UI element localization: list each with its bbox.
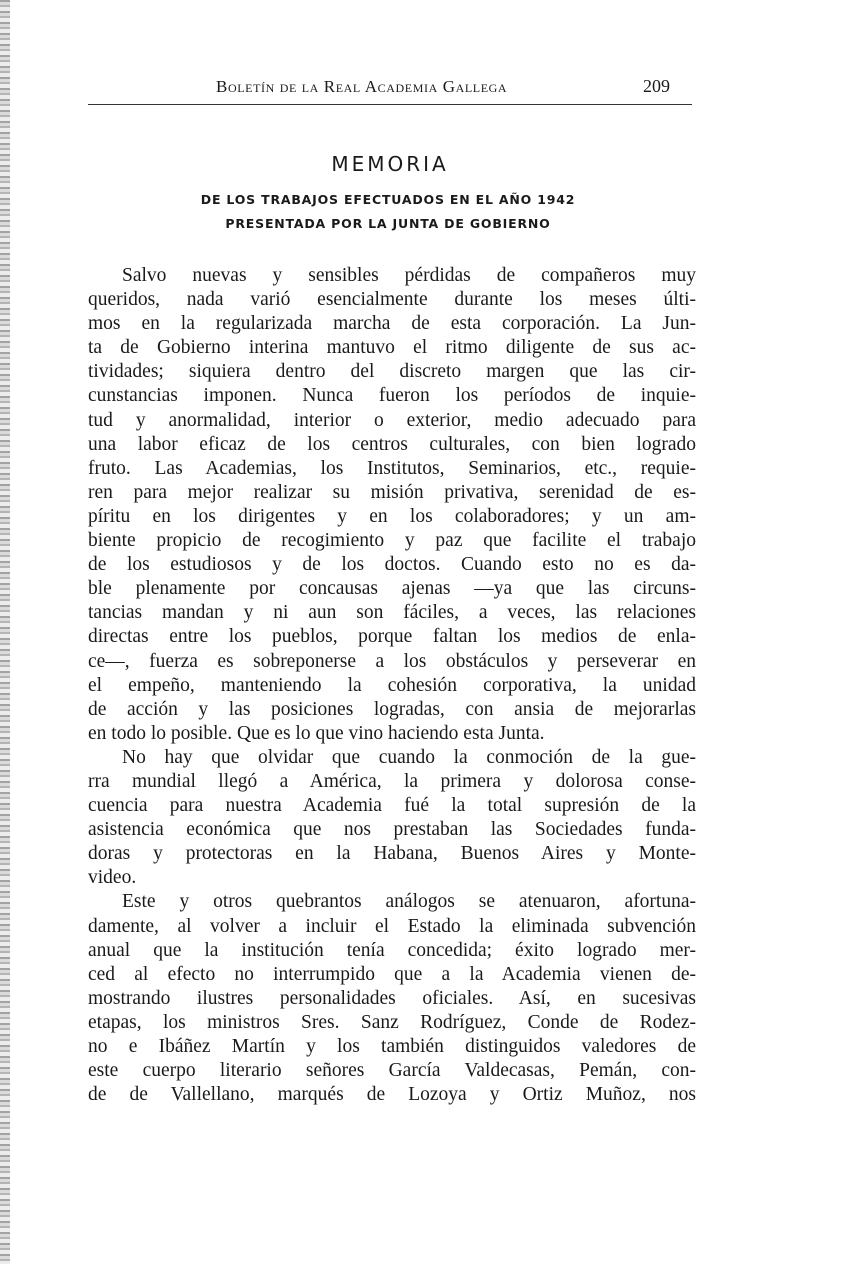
text-line: video. (88, 867, 137, 889)
text-line: este cuerpo literario señores García Valdecasas, Pemán, con- (88, 1060, 696, 1082)
text-line: fruto. Las Academias, los Institutos, Seminarios, etc., requie- (88, 457, 696, 479)
page-number: 209 (643, 76, 670, 96)
text-line: etapas, los ministros Sres. Sanz Rodríguez, Conde de Rodez- (88, 1011, 696, 1033)
text-line: No hay que olvidar que cuando la conmoción de la gue- (122, 746, 696, 768)
section-subtitle-2: PRESENTADA POR LA JUNTA DE GOBIERNO (225, 216, 551, 231)
text-line: el empeño, manteniendo la cohesión corporativa, la unidad (88, 674, 696, 696)
running-header (88, 76, 692, 105)
text-line: mos en la regularizada marcha de esta corporación. La Jun- (88, 313, 696, 335)
text-line: biente propicio de recogimiento y paz que facilite el trabajo (88, 530, 696, 552)
text-line: mostrando ilustres personalidades oficiales. Así, en sucesivas (88, 987, 696, 1009)
page-binding-edge (0, 0, 10, 1264)
text-line: cuencia para nuestra Academia fué la total supresión de la (88, 795, 696, 817)
section-title: MEMORIA (331, 152, 449, 176)
text-line: ta de Gobierno interina mantuvo el ritmo diligente de sus ac- (88, 337, 696, 359)
running-title: Boletín de la Real Academia Gallega (216, 77, 508, 96)
text-line: ce—, fuerza es sobreponerse a los obstáculos y perseverar en (88, 650, 696, 672)
text-line: ble plenamente por concausas ajenas —ya que las circuns- (88, 578, 696, 600)
text-line: de de Vallellano, marqués de Lozoya y Ortiz Muñoz, nos (88, 1084, 696, 1106)
text-line: rra mundial llegó a América, la primera y dolorosa conse- (88, 770, 696, 792)
text-line: doras y protectoras en la Habana, Buenos Aires y Monte- (88, 843, 696, 865)
text-line: ced al efecto no interrumpido que a la Academia vienen de- (88, 963, 696, 985)
text-line: tancias mandan y ni aun son fáciles, a veces, las relaciones (88, 602, 696, 624)
text-line: directas entre los pueblos, porque faltan los medios de enla- (88, 626, 696, 648)
text-line: ren para mejor realizar su misión privativa, serenidad de es- (88, 481, 696, 503)
text-line: Este y otros quebrantos análogos se atenuaron, afortuna- (122, 891, 696, 913)
text-line: queridos, nada varió esencialmente durante los meses últi- (88, 289, 696, 311)
text-line: de acción y las posiciones logradas, con ansia de mejorarlas (88, 698, 696, 720)
section-subtitle-1: DE LOS TRABAJOS EFECTUADOS EN EL AÑO 1942 (200, 192, 576, 207)
text-line: tividades; siquiera dentro del discreto margen que las cir- (88, 361, 696, 383)
text-line: Salvo nuevas y sensibles pérdidas de compañeros muy (122, 265, 696, 286)
text-line: tud y anormalidad, interior o exterior, medio adecuado para (88, 409, 696, 431)
text-line: cunstancias imponen. Nunca fueron los períodos de inquie- (88, 385, 696, 407)
text-line: de los estudiosos y de los doctos. Cuando esto no es da- (88, 554, 696, 576)
text-line: anual que la institución tenía concedida; éxito logrado mer- (88, 939, 696, 961)
text-line: no e Ibáñez Martín y los también distinguidos valedores de (88, 1036, 696, 1057)
text-line: una labor eficaz de los centros culturales, con bien logrado (88, 433, 696, 455)
text-line: damente, al volver a incluir el Estado la eliminada subvención (88, 915, 696, 937)
body-text (88, 264, 696, 1107)
text-line: en todo lo posible. Que es lo que vino haciendo esta Junta. (88, 722, 545, 744)
text-line: asistencia económica que nos prestaban las Sociedades funda- (88, 819, 696, 841)
text-line: píritu en los dirigentes y en los colaboradores; y un am- (88, 505, 696, 527)
